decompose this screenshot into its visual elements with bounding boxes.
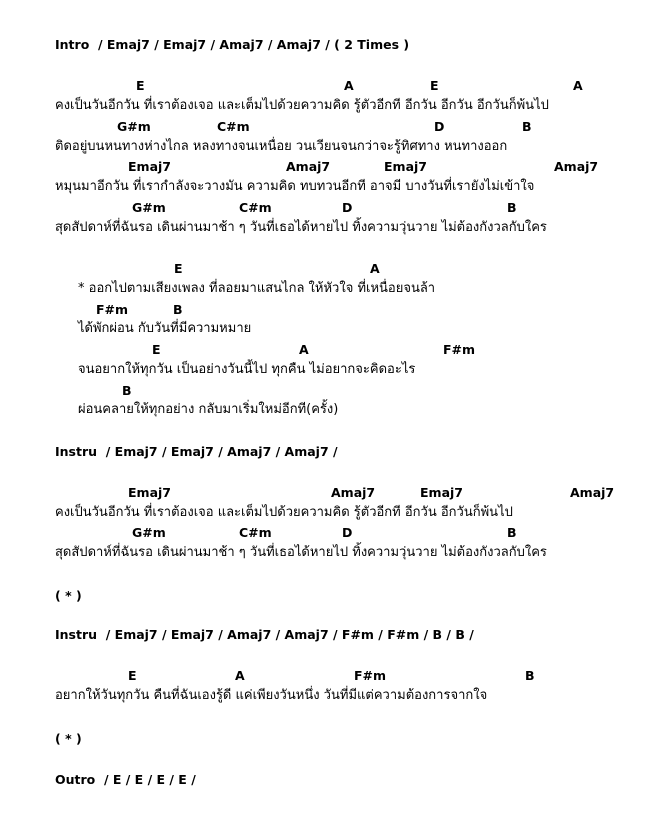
verse1-chord-row-4 bbox=[0, 199, 670, 217]
instru-line-2: Instru / Emaj7 / Emaj7 / Amaj7 / Amaj7 / F#m / F#m / B / B / bbox=[55, 627, 474, 642]
chord: E bbox=[430, 78, 439, 93]
chorus-repeat-marker: ( * ) bbox=[55, 588, 82, 603]
chord: A bbox=[299, 342, 309, 357]
chord: B bbox=[522, 119, 532, 134]
outro-line: Outro / E / E / E / E / bbox=[55, 772, 196, 787]
intro-line: Intro / Emaj7 / Emaj7 / Amaj7 / Amaj7 / ( 2 Times ) bbox=[55, 37, 410, 52]
chord: Emaj7 bbox=[128, 485, 171, 500]
chord: A bbox=[344, 78, 354, 93]
chord: Emaj7 bbox=[128, 159, 171, 174]
chorus-lyric-2: ได้พักผ่อน กับวันที่มีความหมาย bbox=[78, 321, 252, 336]
chorus-chord-row-2 bbox=[0, 301, 670, 319]
chord: C#m bbox=[239, 525, 272, 540]
bridge-chord-row-1 bbox=[0, 667, 670, 685]
chord: B bbox=[507, 200, 517, 215]
chord: G#m bbox=[132, 525, 166, 540]
chord: E bbox=[152, 342, 161, 357]
chord: A bbox=[370, 261, 380, 276]
chord: C#m bbox=[217, 119, 250, 134]
verse1-chord-row-2 bbox=[0, 118, 670, 136]
chord: E bbox=[174, 261, 183, 276]
instru-line-1: Instru / Emaj7 / Emaj7 / Amaj7 / Amaj7 / bbox=[55, 444, 338, 459]
verse1-lyric-4: สุดสัปดาห์ที่ฉันรอ เดินผ่านมาช้า ๆ วันที่เธอได้หายไป ทิ้งความวุ่นวาย ไม่ต้องกังวลกับใคร bbox=[55, 220, 547, 235]
chord: Amaj7 bbox=[554, 159, 599, 174]
chord: D bbox=[342, 525, 353, 540]
chord: B bbox=[173, 302, 183, 317]
chord: B bbox=[507, 525, 517, 540]
verse1-chord-row-3 bbox=[0, 158, 670, 176]
verse1-lyric-2: ติดอยู่บนหนทางห่างไกล หลงทางจนเหนื่อย วนเวียนจนกว่าจะรู้ทิศทาง หนทางออก bbox=[55, 139, 508, 154]
verse2-lyric-1: คงเป็นวันอีกวัน ที่เราต้องเจอ และเต็มไปด้วยความคิด รู้ตัวอีกที อีกวัน อีกวันก็พ้นไป bbox=[55, 505, 513, 520]
chord: F#m bbox=[96, 302, 129, 317]
chord: Amaj7 bbox=[331, 485, 376, 500]
chord: A bbox=[573, 78, 583, 93]
chord: Amaj7 bbox=[570, 485, 615, 500]
chord: B bbox=[525, 668, 535, 683]
chorus-lyric-4: ผ่อนคลายให้ทุกอย่าง กลับมาเริ่มใหม่อีกที(ครั้ง) bbox=[78, 402, 339, 417]
chord: E bbox=[136, 78, 145, 93]
chord: A bbox=[235, 668, 245, 683]
chord: Amaj7 bbox=[286, 159, 331, 174]
chorus-chord-row-1 bbox=[0, 260, 670, 278]
chord: D bbox=[434, 119, 445, 134]
verse2-chord-row-2 bbox=[0, 524, 670, 542]
chorus-lyric-3: จนอยากให้ทุกวัน เป็นอย่างวันนี้ไป ทุกคืน ไม่อยากจะคิดอะไร bbox=[78, 362, 416, 377]
chord: B bbox=[122, 383, 132, 398]
chord: Emaj7 bbox=[384, 159, 427, 174]
verse2-lyric-2: สุดสัปดาห์ที่ฉันรอ เดินผ่านมาช้า ๆ วันที่เธอได้หายไป ทิ้งความวุ่นวาย ไม่ต้องกังวลกับใคร bbox=[55, 545, 547, 560]
chord: C#m bbox=[239, 200, 272, 215]
chorus-chord-row-4 bbox=[0, 382, 670, 400]
verse2-chord-row-1 bbox=[0, 484, 670, 502]
chord: E bbox=[128, 668, 137, 683]
chorus-chord-row-3 bbox=[0, 341, 670, 359]
chorus-repeat-marker: ( * ) bbox=[55, 731, 82, 746]
verse1-chord-row-1 bbox=[0, 77, 670, 95]
verse1-lyric-1: คงเป็นวันอีกวัน ที่เราต้องเจอ และเต็มไปด้วยความคิด รู้ตัวอีกที อีกวัน อีกวัน อีกวันก็พ้นไป bbox=[55, 98, 549, 113]
bridge-lyric-1: อยากให้วันทุกวัน คืนที่ฉันเองรู้ดี แค่เพียงวันหนึ่ง วันที่มีแต่ความต้องการจากใจ bbox=[55, 688, 488, 703]
chord: G#m bbox=[132, 200, 166, 215]
chord: F#m bbox=[443, 342, 476, 357]
chord: D bbox=[342, 200, 353, 215]
chord: Emaj7 bbox=[420, 485, 463, 500]
verse1-lyric-3: หมุนมาอีกวัน ที่เรากำลังจะวางมัน ความคิด ทบทวนอีกที อาจมี บางวันที่เรายังไม่เข้าใจ bbox=[55, 179, 535, 194]
chorus-lyric-1: * ออกไปตามเสียงเพลง ที่ลอยมาแสนไกล ให้หัวใจ ที่เหนื่อยจนล้า bbox=[78, 281, 436, 296]
chord: F#m bbox=[354, 668, 387, 683]
chord: G#m bbox=[117, 119, 151, 134]
